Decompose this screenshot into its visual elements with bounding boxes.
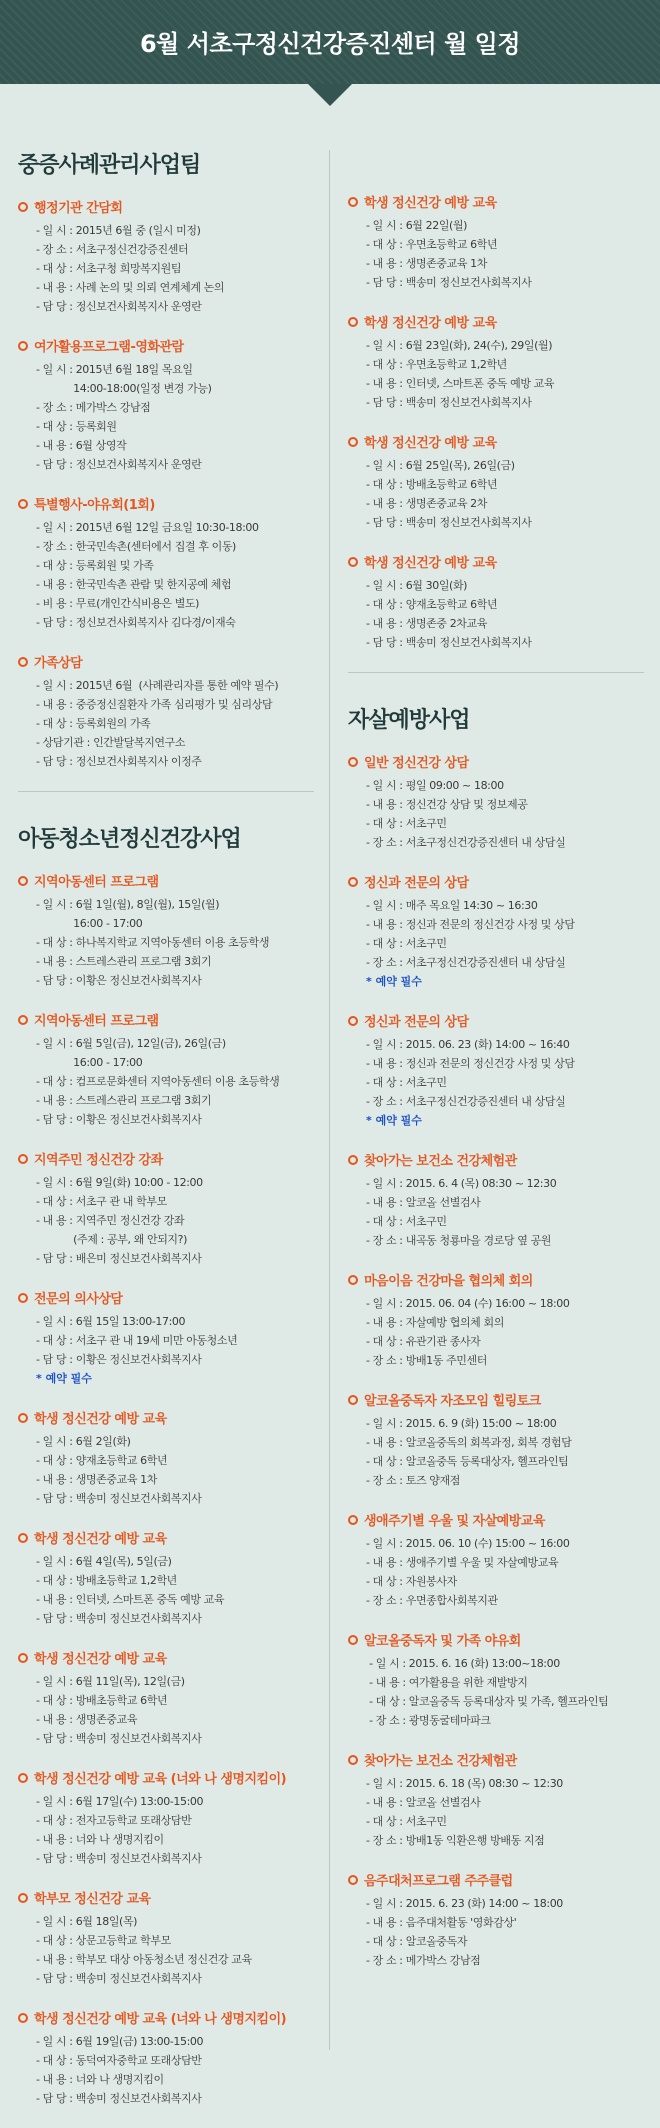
item-title xyxy=(348,1630,644,1649)
item-title xyxy=(348,1270,644,1289)
schedule-item xyxy=(18,1149,314,1268)
schedule-item xyxy=(18,1648,314,1748)
detail-line: - 일 시 : 2015년 6월 (사례관리자를 통한 예약 필수) xyxy=(36,679,279,692)
column-divider xyxy=(329,150,330,2050)
detail-line: 16:00 - 17:00 xyxy=(36,1056,143,1069)
detail-line: - 담 당 : 이황은 정신보건사회복지사 xyxy=(36,974,202,987)
detail-line: - 일 시 : 6월 11일(목), 12일(금) xyxy=(36,1675,185,1688)
circle-bullet-icon xyxy=(348,557,358,567)
item-title xyxy=(348,1390,644,1409)
item-details xyxy=(18,895,314,990)
detail-line: - 내 용 : 알코올중독의 회복과정, 회복 경험담 xyxy=(366,1436,572,1449)
detail-line: - 내 용 : 생명존중교육 xyxy=(36,1713,138,1726)
detail-line: - 상담기관 : 인간발달복지연구소 xyxy=(36,736,186,749)
detail-line: - 내 용 : 정신과 전문의 정신건강 사정 및 상담 xyxy=(366,918,575,931)
detail-line: - 대 상 : 알코올중독 등록대상자 및 가족, 헬프라인팀 xyxy=(366,1695,609,1708)
detail-line: - 대 상 : 양재초등학교 6학년 xyxy=(36,1454,168,1467)
item-title-text: 학생 정신건강 예방 교육 (너와 나 생명지킴이) xyxy=(34,1772,287,1787)
detail-line: - 장 소 : 토즈 양재점 xyxy=(366,1474,460,1487)
item-details xyxy=(348,1534,644,1610)
item-title-text: 학생 정신건강 예방 교육 (너와 나 생명지킴이) xyxy=(34,2012,287,2027)
schedule-item xyxy=(348,1011,644,1130)
item-details xyxy=(18,2032,314,2108)
detail-line: - 일 시 : 2015년 6월 18일 목요일 xyxy=(36,363,193,376)
item-details xyxy=(348,1035,644,1111)
item-title xyxy=(348,1011,644,1030)
schedule-item xyxy=(348,312,644,412)
schedule-item xyxy=(348,872,644,991)
detail-line: - 내 용 : 정신과 전문의 정신건강 사정 및 상담 xyxy=(366,1057,575,1070)
item-title-text: 행정기관 간담회 xyxy=(34,201,123,216)
circle-bullet-icon xyxy=(18,1413,28,1423)
item-title xyxy=(18,336,314,355)
item-title-text: 학부모 정신건강 교육 xyxy=(34,1892,151,1907)
circle-bullet-icon xyxy=(18,202,28,212)
item-title xyxy=(18,652,314,671)
detail-line: - 대 상 : 등록회원의 가족 xyxy=(36,717,151,730)
section-divider xyxy=(18,791,314,792)
detail-line: - 대 상 : 서초구청 희망복지원팀 xyxy=(36,262,182,275)
circle-bullet-icon xyxy=(348,197,358,207)
detail-line: - 일 시 : 2015. 6. 18 (목) 08:30 ~ 12:30 xyxy=(366,1777,563,1790)
detail-line: - 일 시 : 6월 15일 13:00-17:00 xyxy=(36,1315,186,1328)
detail-line: - 대 상 : 동덕여자중학교 또래상담반 xyxy=(36,2054,202,2067)
item-details xyxy=(348,1774,644,1850)
detail-line: - 대 상 : 알코올중독 등록대상자, 헬프라인팀 xyxy=(366,1455,569,1468)
detail-line: - 내 용 : 스트레스관리 프로그램 3회기 xyxy=(36,1094,212,1107)
detail-line: - 장 소 : 방배1동 익환은행 방배동 지점 xyxy=(366,1834,545,1847)
detail-line: - 내 용 : 생명존중교육 1차 xyxy=(366,257,487,270)
detail-line: - 내 용 : 중증정신질환자 가족 심리평가 및 심리상담 xyxy=(36,698,273,711)
item-details xyxy=(348,896,644,972)
item-title-text: 여가활용프로그램-영화관람 xyxy=(34,340,184,355)
schedule-item xyxy=(18,494,314,632)
detail-line: - 내 용 : 생애주기별 우울 및 자살예방교육 xyxy=(366,1556,559,1569)
item-title-text: 학생 정신건강 예방 교육 xyxy=(364,556,497,571)
item-details xyxy=(348,1414,644,1490)
detail-line: - 일 시 : 매주 목요일 14:30 ~ 16:30 xyxy=(366,899,538,912)
item-details xyxy=(18,1034,314,1129)
detail-line: - 장 소 : 서초구정신건강증진센터 내 상담실 xyxy=(366,956,566,969)
item-title-text: 알코올중독자 및 가족 야유회 xyxy=(364,1634,521,1649)
circle-bullet-icon xyxy=(18,2013,28,2023)
item-title-text: 학생 정신건강 예방 교육 xyxy=(364,316,497,331)
detail-line: - 내 용 : 6월 상영작 xyxy=(36,439,127,452)
detail-line: - 대 상 : 방배초등학교 1,2학년 xyxy=(36,1574,177,1587)
detail-line: - 일 시 : 2015년 6월 중 (일시 미정) xyxy=(36,224,201,237)
detail-line: - 내 용 : 음주대처활동 '영화감상' xyxy=(366,1916,517,1929)
detail-line: - 대 상 : 양재초등학교 6학년 xyxy=(366,598,498,611)
detail-line: - 대 상 : 우면초등학교 6학년 xyxy=(366,238,498,251)
item-title xyxy=(348,432,644,451)
detail-line: - 내 용 : 자살예방 협의체 회의 xyxy=(366,1316,504,1329)
circle-bullet-icon xyxy=(348,1755,358,1765)
schedule-item xyxy=(18,1010,314,1129)
detail-line: - 담 당 : 백송미 정신보건사회복지사 xyxy=(366,636,532,649)
item-details xyxy=(18,1312,314,1369)
detail-line: - 일 시 : 6월 17일(수) 13:00-15:00 xyxy=(36,1795,204,1808)
circle-bullet-icon xyxy=(18,1293,28,1303)
item-title-text: 정신과 전문의 상담 xyxy=(364,876,469,891)
item-title xyxy=(348,752,644,771)
detail-line: - 대 상 : 컴프로문화센터 지역아동센터 이용 초등학생 xyxy=(36,1075,280,1088)
detail-line: - 담 당 : 백송미 정신보건사회복지사 xyxy=(36,1732,202,1745)
detail-line: - 대 상 : 알코올중독자 xyxy=(366,1935,468,1948)
detail-line: - 대 상 : 상문고등학교 학부모 xyxy=(36,1934,171,1947)
detail-line: - 대 상 : 우면초등학교 1,2학년 xyxy=(366,358,507,371)
detail-line: - 대 상 : 등록회원 xyxy=(36,420,117,433)
item-title xyxy=(18,1149,314,1168)
item-title xyxy=(18,1288,314,1307)
header-arrow-icon xyxy=(308,84,352,106)
detail-line: - 내 용 : 한국민속촌 관람 및 한지공예 체험 xyxy=(36,578,232,591)
item-details xyxy=(348,1894,644,1970)
circle-bullet-icon xyxy=(348,1395,358,1405)
detail-line: - 대 상 : 방배초등학교 6학년 xyxy=(366,478,498,491)
detail-line: - 장 소 : 광명동굴테마파크 xyxy=(366,1714,491,1727)
circle-bullet-icon xyxy=(18,499,28,509)
detail-line: - 장 소 : 서초구정신건강증진센터 내 상담실 xyxy=(366,1095,566,1108)
detail-line: - 담 당 : 배은미 정신보건사회복지사 xyxy=(36,1252,202,1265)
detail-line: - 일 시 : 6월 30일(화) xyxy=(366,579,468,592)
circle-bullet-icon xyxy=(348,1275,358,1285)
detail-line: - 내 용 : 인터넷, 스마트폰 중독 예방 교육 xyxy=(366,377,555,390)
item-details xyxy=(348,1654,644,1730)
item-title-text: 가족상담 xyxy=(34,656,83,671)
schedule-item xyxy=(348,432,644,532)
circle-bullet-icon xyxy=(18,341,28,351)
schedule-item xyxy=(348,1390,644,1490)
schedule-item xyxy=(348,752,644,852)
item-title-text: 특별행사-야유회(1회) xyxy=(34,498,155,513)
detail-line: - 일 시 : 2015. 06. 04 (수) 16:00 ~ 18:00 xyxy=(366,1297,570,1310)
detail-line: - 일 시 : 2015. 06. 10 (수) 15:00 ~ 16:00 xyxy=(366,1537,570,1550)
item-title-text: 찾아가는 보건소 건강체험관 xyxy=(364,1754,517,1769)
reservation-note: * 예약 필수 xyxy=(366,975,422,988)
detail-line: - 대 상 : 서초구 관 내 19세 미만 아동청소년 xyxy=(36,1334,238,1347)
item-title-text: 알코올중독자 자조모임 힐링토크 xyxy=(364,1394,541,1409)
detail-line: - 장 소 : 한국민속촌(센터에서 집결 후 이동) xyxy=(36,540,236,553)
item-details xyxy=(348,776,644,852)
detail-line: - 일 시 : 6월 25일(목), 26일(금) xyxy=(366,459,515,472)
detail-line: - 담 당 : 백송미 정신보건사회복지사 xyxy=(36,2092,202,2105)
detail-line: - 내 용 : 알코올 선별검사 xyxy=(366,1796,481,1809)
item-title-text: 학생 정신건강 예방 교육 xyxy=(364,196,497,211)
item-title-text: 지역아동센터 프로그램 xyxy=(34,1014,159,1029)
schedule-item xyxy=(18,1888,314,1988)
detail-line: - 대 상 : 등록회원 및 가족 xyxy=(36,559,154,572)
detail-line: - 일 시 : 2015. 6. 23 (화) 14:00 ~ 18:00 xyxy=(366,1897,563,1910)
item-title xyxy=(348,872,644,891)
detail-line: - 대 상 : 서초구 관 내 학부모 xyxy=(36,1195,167,1208)
detail-line: - 내 용 : 학부모 대상 아동청소년 정신건강 교육 xyxy=(36,1953,252,1966)
item-title-text: 학생 정신건강 예방 교육 xyxy=(364,436,497,451)
detail-line: - 담 당 : 정신보건사회복지사 김다경/이재숙 xyxy=(36,616,236,629)
item-details xyxy=(348,1174,644,1250)
detail-line: - 담 당 : 정신보건사회복지사 운영란 xyxy=(36,458,202,471)
item-details xyxy=(18,360,314,474)
item-title xyxy=(348,552,644,571)
circle-bullet-icon xyxy=(348,877,358,887)
item-title-text: 생애주기별 우울 및 자살예방교육 xyxy=(364,1514,545,1529)
circle-bullet-icon xyxy=(18,1015,28,1025)
circle-bullet-icon xyxy=(18,657,28,667)
detail-line: - 담 당 : 백송미 정신보건사회복지사 xyxy=(366,516,532,529)
detail-line: - 대 상 : 서초구민 xyxy=(366,1815,447,1828)
item-details xyxy=(18,1173,314,1268)
circle-bullet-icon xyxy=(18,876,28,886)
detail-line: - 내 용 : 너와 나 생명지킴이 xyxy=(36,2073,164,2086)
detail-line: - 일 시 : 6월 9일(화) 10:00 - 12:00 xyxy=(36,1176,203,1189)
section-title: 아동청소년정신건강사업 xyxy=(18,827,241,852)
detail-line: - 내 용 : 사례 논의 및 의뢰 연계체계 논의 xyxy=(36,281,225,294)
item-title xyxy=(18,1648,314,1667)
detail-line: - 일 시 : 6월 2일(화) xyxy=(36,1435,131,1448)
detail-line: - 내 용 : 여가활용을 위한 재발방지 xyxy=(366,1676,528,1689)
detail-line: - 대 상 : 방배초등학교 6학년 xyxy=(36,1694,168,1707)
circle-bullet-icon xyxy=(348,1016,358,1026)
item-title xyxy=(18,871,314,890)
schedule-item xyxy=(18,2008,314,2108)
item-details xyxy=(18,1672,314,1748)
circle-bullet-icon xyxy=(18,1154,28,1164)
detail-line: - 대 상 : 서초구민 xyxy=(366,817,447,830)
detail-line: - 내 용 : 정신건강 상담 및 정보제공 xyxy=(366,798,528,811)
item-title xyxy=(348,312,644,331)
item-title xyxy=(18,1528,314,1547)
circle-bullet-icon xyxy=(18,1533,28,1543)
detail-line: - 장 소 : 우면종합사회복지관 xyxy=(366,1594,498,1607)
detail-line: - 내 용 : 알코올 선별검사 xyxy=(366,1196,481,1209)
item-details xyxy=(18,1552,314,1628)
detail-line: - 일 시 : 6월 19일(금) 13:00-15:00 xyxy=(36,2035,204,2048)
schedule-item xyxy=(18,1528,314,1628)
item-title-text: 지역주민 정신건강 강좌 xyxy=(34,1153,163,1168)
item-title xyxy=(348,192,644,211)
schedule-item xyxy=(348,1870,644,1970)
item-details xyxy=(348,456,644,532)
item-title xyxy=(18,1888,314,1907)
item-title-text: 찾아가는 보건소 건강체험관 xyxy=(364,1154,517,1169)
detail-line: - 일 시 : 2015. 06. 23 (화) 14:00 ~ 16:40 xyxy=(366,1038,570,1051)
detail-line: - 담 당 : 백송미 정신보건사회복지사 xyxy=(366,396,532,409)
schedule-item xyxy=(348,1270,644,1370)
detail-line: - 담 당 : 백송미 정신보건사회복지사 xyxy=(366,276,532,289)
item-title xyxy=(348,1870,644,1889)
detail-line: - 대 상 : 유관기관 종사자 xyxy=(366,1335,481,1348)
detail-line: - 내 용 : 인터넷, 스마트폰 중독 예방 교육 xyxy=(36,1593,225,1606)
detail-line: - 일 시 : 2015년 6월 12일 금요일 10:30-18:00 xyxy=(36,521,259,534)
schedule-item xyxy=(18,871,314,990)
detail-line: - 일 시 : 평일 09:00 ~ 18:00 xyxy=(366,779,504,792)
detail-line: - 담 당 : 백송미 정신보건사회복지사 xyxy=(36,1612,202,1625)
detail-line: - 대 상 : 서초구민 xyxy=(366,937,447,950)
schedule-item xyxy=(18,1768,314,1868)
item-details xyxy=(18,676,314,771)
detail-line: - 대 상 : 하나복지학교 지역아동센터 이용 초등학생 xyxy=(36,936,270,949)
schedule-item xyxy=(348,1750,644,1850)
detail-line: - 일 시 : 6월 5일(금), 12일(금), 26일(금) xyxy=(36,1037,226,1050)
left-column xyxy=(18,148,314,2128)
page-title: 6월 서초구정신건강증진센터 월 일정 xyxy=(139,30,521,58)
item-title xyxy=(18,1010,314,1029)
schedule-item xyxy=(18,1288,314,1388)
item-title xyxy=(348,1150,644,1169)
item-title-text: 일반 정신건강 상담 xyxy=(364,756,469,771)
circle-bullet-icon xyxy=(348,1875,358,1885)
schedule-item xyxy=(348,1510,644,1610)
item-details xyxy=(18,1432,314,1508)
detail-line: - 내 용 : 지역주민 정신건강 강좌 xyxy=(36,1214,185,1227)
item-details xyxy=(348,336,644,412)
detail-line: - 장 소 : 서초구정신건강증진센터 내 상담실 xyxy=(366,836,566,849)
detail-line: - 장 소 : 내곡동 청룡마을 경로당 옆 공원 xyxy=(366,1234,552,1247)
detail-line: 14:00-18:00(일정 변경 가능) xyxy=(36,382,212,395)
item-details xyxy=(18,1792,314,1868)
detail-line: - 내 용 : 너와 나 생명지킴이 xyxy=(36,1833,164,1846)
circle-bullet-icon xyxy=(348,1155,358,1165)
section-divider xyxy=(348,672,644,673)
detail-line: - 일 시 : 2015. 6. 4 (목) 08:30 ~ 12:30 xyxy=(366,1177,557,1190)
detail-line: - 대 상 : 자원봉사자 xyxy=(366,1575,457,1588)
item-title xyxy=(348,1510,644,1529)
detail-line: - 담 당 : 백송미 정신보건사회복지사 xyxy=(36,1972,202,1985)
detail-line: - 일 시 : 2015. 6. 16 (화) 13:00~18:00 xyxy=(366,1657,560,1670)
item-title-text: 학생 정신건강 예방 교육 xyxy=(34,1412,167,1427)
header-banner xyxy=(0,0,660,84)
detail-line: - 대 상 : 서초구민 xyxy=(366,1215,447,1228)
item-title xyxy=(18,1408,314,1427)
item-details xyxy=(348,576,644,652)
detail-line: - 일 시 : 6월 18일(목) xyxy=(36,1915,138,1928)
item-details xyxy=(18,1912,314,1988)
item-details xyxy=(348,1294,644,1370)
detail-line: - 내 용 : 생명존중교육 2차 xyxy=(366,497,487,510)
detail-line: - 대 상 : 전자고등학교 또래상담반 xyxy=(36,1814,192,1827)
section-title: 자살예방사업 xyxy=(348,708,470,733)
item-details xyxy=(18,221,314,316)
schedule-item xyxy=(18,652,314,771)
section-title: 중증사례관리사업팀 xyxy=(18,153,201,178)
item-title xyxy=(18,197,314,216)
detail-line: - 담 당 : 이황은 정신보건사회복지사 xyxy=(36,1113,202,1126)
schedule-item xyxy=(18,336,314,474)
detail-line: - 장 소 : 방배1동 주민센터 xyxy=(366,1354,487,1367)
detail-line: - 담 당 : 백송미 정신보건사회복지사 xyxy=(36,1852,202,1865)
schedule-item xyxy=(18,197,314,316)
item-title-text: 학생 정신건강 예방 교육 xyxy=(34,1652,167,1667)
detail-line: - 장 소 : 메가박스 강남점 xyxy=(36,401,151,414)
schedule-item xyxy=(348,1150,644,1250)
item-details xyxy=(348,216,644,292)
detail-line: - 내 용 : 생명존중교육 1차 xyxy=(36,1473,157,1486)
detail-line: - 일 시 : 6월 4일(목), 5일(금) xyxy=(36,1555,172,1568)
circle-bullet-icon xyxy=(348,317,358,327)
circle-bullet-icon xyxy=(348,1635,358,1645)
schedule-item xyxy=(18,1408,314,1508)
item-title-text: 지역아동센터 프로그램 xyxy=(34,875,159,890)
schedule-item xyxy=(348,192,644,292)
schedule-item xyxy=(348,1630,644,1730)
detail-line: - 담 당 : 백송미 정신보건사회복지사 xyxy=(36,1492,202,1505)
circle-bullet-icon xyxy=(348,757,358,767)
item-title-text: 전문의 의사상담 xyxy=(34,1292,123,1307)
reservation-note: * 예약 필수 xyxy=(366,1114,422,1127)
circle-bullet-icon xyxy=(348,1515,358,1525)
item-title-text: 정신과 전문의 상담 xyxy=(364,1015,469,1030)
item-details xyxy=(18,518,314,632)
detail-line: - 일 시 : 6월 23일(화), 24(수), 29일(월) xyxy=(366,339,553,352)
detail-line: - 장 소 : 메가박스 강남점 xyxy=(366,1954,481,1967)
item-title xyxy=(348,1750,644,1769)
item-title xyxy=(18,494,314,513)
circle-bullet-icon xyxy=(348,437,358,447)
detail-line: - 담 당 : 이황은 정신보건사회복지사 xyxy=(36,1353,202,1366)
detail-line: - 일 시 : 2015. 6. 9 (화) 15:00 ~ 18:00 xyxy=(366,1417,557,1430)
detail-line: - 비 용 : 무료(개인간식비용은 별도) xyxy=(36,597,200,610)
circle-bullet-icon xyxy=(18,1893,28,1903)
detail-line: - 내 용 : 생명존중 2차교육 xyxy=(366,617,487,630)
right-column xyxy=(348,192,644,1990)
detail-line: - 장 소 : 서초구정신건강증진센터 xyxy=(36,243,189,256)
reservation-note: * 예약 필수 xyxy=(36,1372,92,1385)
circle-bullet-icon xyxy=(18,1653,28,1663)
item-title xyxy=(18,2008,314,2027)
detail-line: - 내 용 : 스트레스관리 프로그램 3회기 xyxy=(36,955,212,968)
detail-line: - 대 상 : 서초구민 xyxy=(366,1076,447,1089)
item-title-text: 음주대처프로그램 주주클럽 xyxy=(364,1874,513,1889)
item-title-text: 학생 정신건강 예방 교육 xyxy=(34,1532,167,1547)
circle-bullet-icon xyxy=(18,1773,28,1783)
detail-line: - 일 시 : 6월 22일(월) xyxy=(366,219,468,232)
detail-line: (주제 : 공부, 왜 안되지?) xyxy=(36,1233,187,1246)
item-title-text: 마음이음 건강마을 협의체 회의 xyxy=(364,1274,533,1289)
detail-line: - 담 당 : 정신보건사회복지사 이정주 xyxy=(36,755,202,768)
item-title xyxy=(18,1768,314,1787)
detail-line: 16:00 - 17:00 xyxy=(36,917,143,930)
schedule-item xyxy=(348,552,644,652)
detail-line: - 일 시 : 6월 1일(월), 8일(월), 15일(월) xyxy=(36,898,220,911)
detail-line: - 담 당 : 정신보건사회복지사 운영란 xyxy=(36,300,202,313)
